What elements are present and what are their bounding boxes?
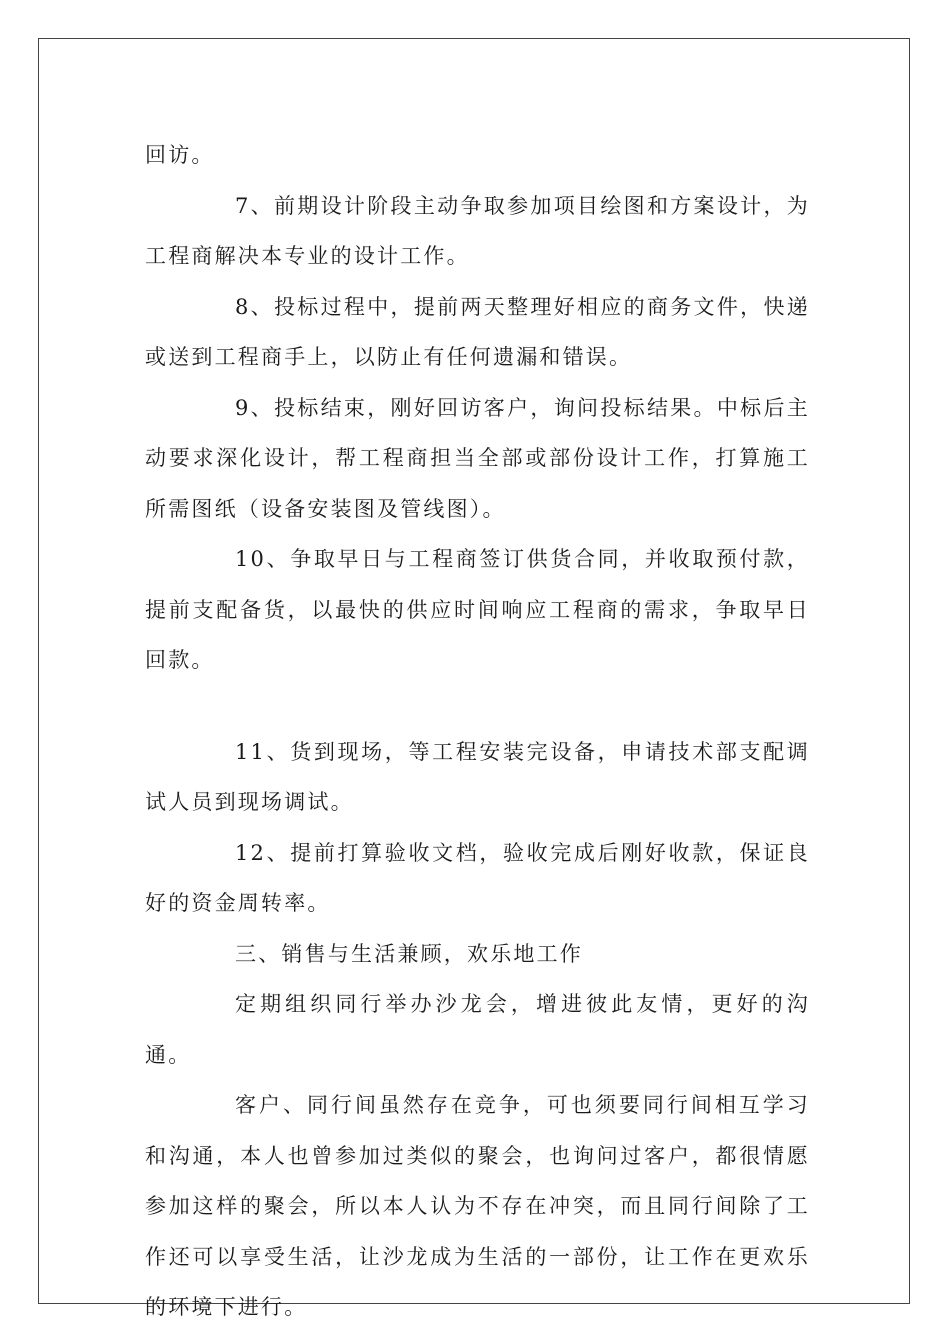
paragraph-item-8: 8、投标过程中，提前两天整理好相应的商务文件，快递或送到工程商手上，以防止有任何遗漏和错误。 [145, 294, 810, 369]
document-body [145, 130, 810, 1333]
paragraph-item-7: 7、前期设计阶段主动争取参加项目绘图和方案设计，为工程商解决本专业的设计工作。 [145, 193, 810, 268]
paragraph-continuation: 回访。 [145, 143, 215, 167]
paragraph-item-11: 11、货到现场，等工程安装完设备，申请技术部支配调试人员到现场调试。 [145, 739, 810, 814]
paragraph-item-9: 9、投标结束，刚好回访客户，询问投标结果。中标后主动要求深化设计，帮工程商担当全部或部份设计工作，打算施工所需图纸（设备安装图及管线图）。 [145, 395, 810, 521]
paragraph-item-10: 10、争取早日与工程商签订供货合同，并收取预付款，提前支配备货，以最快的供应时间响应工程商的需求，争取早日回款。 [145, 547, 810, 672]
section-heading: 三、销售与生活兼顾，欢乐地工作 [235, 941, 583, 966]
blank-line [145, 686, 810, 727]
paragraph-peers: 客户、同行间虽然存在竞争，可也须要同行间相互学习和沟通，本人也曾参加过类似的聚会，也询问过客户，都很情愿参加这样的聚会，所以本人认为不存在冲突，而且同行间除了工作还可以享受生活，让沙龙成为生活的一部份，让工作在更欢乐的环境下进行。 [145, 1093, 810, 1319]
paragraph-item-12: 12、提前打算验收文档，验收完成后刚好收款，保证良好的资金周转率。 [145, 840, 810, 915]
paragraph-salon: 定期组织同行举办沙龙会，增进彼此友情，更好的沟通。 [145, 992, 810, 1067]
